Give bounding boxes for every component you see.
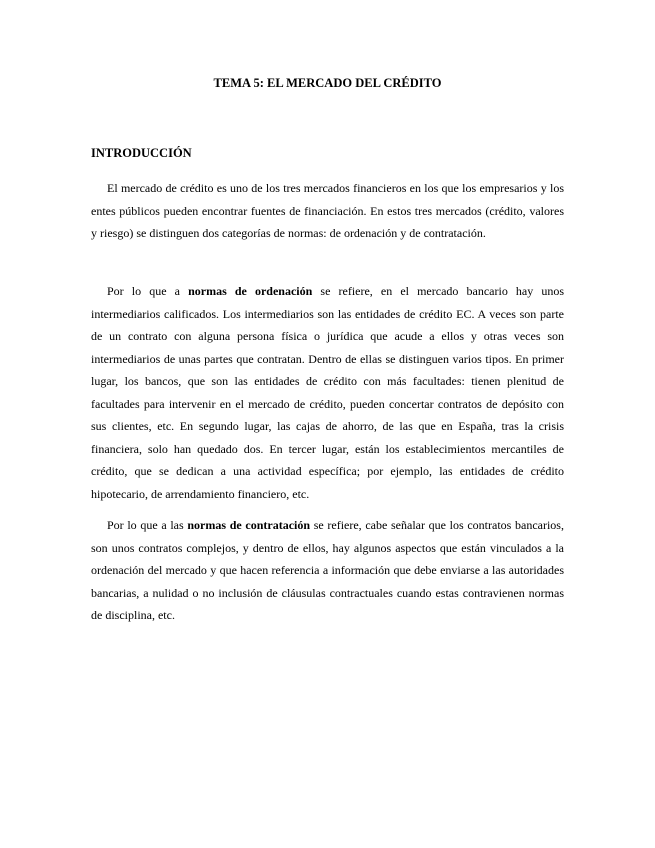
paragraph-3-bold-term: normas de contratación bbox=[187, 518, 311, 532]
section-heading-introduccion: INTRODUCCIÓN bbox=[91, 146, 192, 160]
paragraph-2-bold-term: normas de ordenación bbox=[188, 284, 313, 298]
document-title: TEMA 5: EL MERCADO DEL CRÉDITO bbox=[213, 76, 442, 90]
paragraph-3-rest: se refiere, cabe señalar que los contratos bancarios, son unos contratos complejos, y dentro de ellos, hay algunos aspectos que están vinculados a la ordenación del mercado y que hacen referencia a información que debe enviarse a las autoridades bancarias, a nulidad o no inclusión de cláusulas contractuales cuando estas contravienen normas de disciplina, etc. bbox=[91, 518, 564, 622]
paragraph-3-lead: Por lo que a las bbox=[107, 518, 188, 532]
paragraph-2-rest: se refiere, en el mercado bancario hay unos intermediarios calificados. Los intermediarios son las entidades de crédito EC. A veces son parte de un contrato con alguna persona física o jurídica que acude a ellos y otras veces son intermediarios de unas partes que contratan. Dentro de ellas se distinguen varios tipos. En primer lugar, los bancos, que son las entidades de crédito con más facultades: tienen plenitud de facultades para intervenir en el mercado de crédito, pueden concertar contratos de depósito con sus clientes, etc. En segundo lugar, las cajas de ahorro, de las que en España, tras la crisis financiera, solo han quedado dos. En tercer lugar, están los establecimientos mercantiles de crédito, que se dedican a una actividad específica; por ejemplo, las entidades de crédito hipotecario, de arrendamiento financiero, etc. bbox=[91, 284, 565, 501]
paragraph-2 bbox=[91, 280, 564, 505]
paragraph-3 bbox=[91, 514, 564, 627]
paragraph-2-lead: Por lo que a bbox=[107, 284, 189, 298]
paragraph-1: El mercado de crédito es uno de los tres mercados financieros en los que los empresarios y los entes públicos pueden encontrar fuentes de financiación. En estos tres mercados (crédito, valores y riesgo) se distinguen dos categorías de normas: de ordenación y de contratación. bbox=[91, 181, 564, 240]
